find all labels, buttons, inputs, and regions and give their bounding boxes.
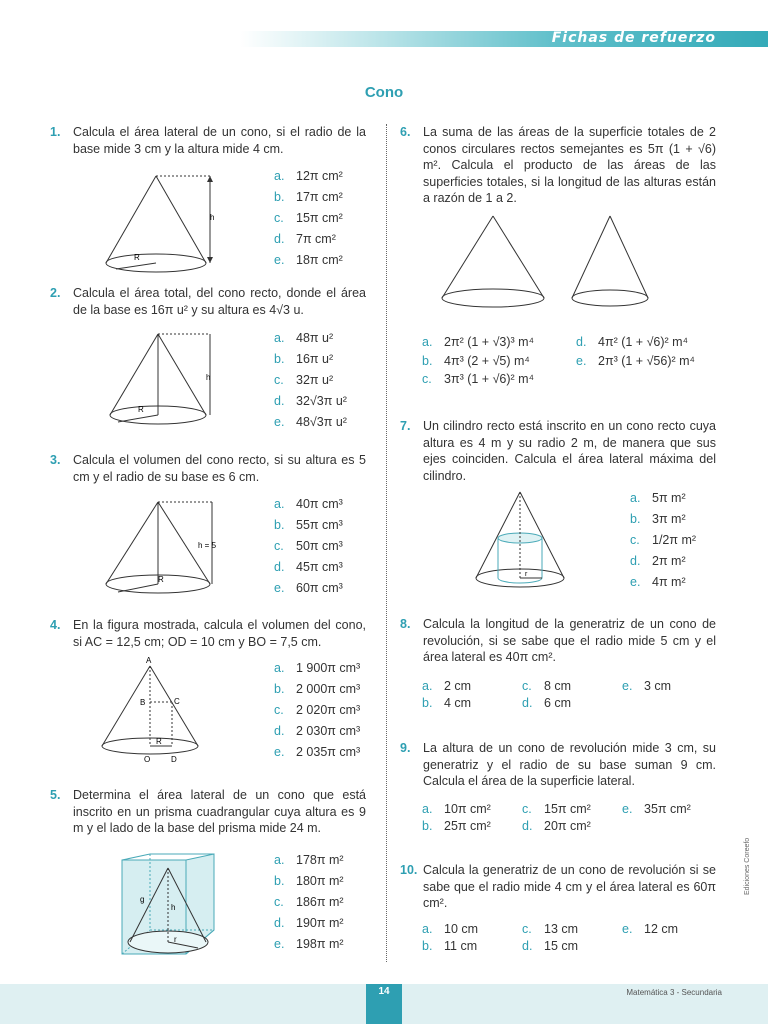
label-r: r [525,571,528,578]
option[interactable]: b. 4π³ (2 + √5) m⁴ [422,352,534,371]
cone-figure-4 [96,654,212,766]
option[interactable]: d. 6 cm [522,696,572,710]
option[interactable]: e. 3 cm [622,679,672,693]
option[interactable]: c. 186π m² [274,892,344,913]
question-text: Un cilindro recto está inscrito en un cono recto cuya altura es 4 m y su radio 2 m, de manera que sus ejes coinciden. Calcula el área lateral máxima del cilindro. [423,419,716,483]
option[interactable]: e. 18π cm² [274,250,343,271]
option-letter: e. [274,937,285,951]
question-text: En la figura mostrada, calcula el volumen del cono, si AC = 12,5 cm; OD = 10 cm y BO = 7,5 cm. [73,618,366,649]
options-10b [522,921,578,955]
options-7 [630,488,696,593]
options-9c [622,801,691,818]
option-letter: a. [274,661,285,675]
option[interactable]: e. 35π cm² [622,802,691,816]
options-8c [622,678,671,695]
publisher-label: Ediciones Coreefo [744,837,751,895]
option[interactable]: c. 15π cm² [522,802,591,816]
option-letter: b. [274,874,285,888]
question-1 [50,124,366,157]
option[interactable]: c. 2 020π cm³ [274,700,360,721]
option-letter: b. [422,696,433,710]
question-text: Calcula el volumen del cono recto, si su altura es 5 cm y el radio de su base es 6 cm. [73,453,366,484]
label-h: h [210,213,215,222]
option[interactable]: c. 50π cm³ [274,536,343,557]
option[interactable]: a. 10 cm [422,922,479,936]
option[interactable]: e. 12 cm [622,922,679,936]
label-g: g [140,895,145,904]
option-letter: b. [630,512,641,526]
option[interactable]: b. 55π cm³ [274,515,343,536]
question-4 [50,617,366,650]
cone-figure-1 [98,168,230,278]
question-text: Calcula la generatriz de un cono de revolución si se sabe que el radio mide 4 cm y el área lateral es 60π cm². [423,863,716,910]
cone-figure-3 [98,496,224,602]
option[interactable]: b. 3π m² [630,509,696,530]
question-number: 10. [400,863,418,877]
option-letter: b. [274,190,285,204]
question-number: 1. [50,125,61,139]
option[interactable]: d. 20π cm² [522,819,591,833]
option-letter: d. [630,554,641,568]
option-letter: d. [274,724,285,738]
option[interactable]: c. 15π cm² [274,208,343,229]
option-letter: a. [422,679,433,693]
column-divider [386,124,387,962]
question-number: 7. [400,419,411,433]
options-8 [422,678,471,712]
option-letter: c. [422,372,432,386]
option-letter: e. [622,922,633,936]
section-title: Fichas de refuerzo [551,30,716,46]
option-letter: c. [274,211,284,225]
book-title: Matemática 3 - Secundaria [626,988,722,997]
option[interactable]: c. 8 cm [522,679,572,693]
option-letter: c. [630,533,640,547]
option-letter: d. [522,939,533,953]
options-6b [576,333,695,370]
option-letter: b. [274,682,285,696]
option[interactable]: b. 2 000π cm³ [274,679,360,700]
question-text: Calcula el área total, del cono recto, donde el área de la base es 16π u² y su altura es 4√3 u. [73,286,366,317]
option-letter: c. [274,539,284,553]
question-text: Calcula la longitud de la generatriz de un cono de revolución, si se sabe que el radio mide 5 cm y el área lateral es 40π cm². [423,617,716,664]
question-text: La altura de un cono de revolución mide 3 cm, su generatriz y el radio de su base suman 9 cm. Calcula el área de la superficie lateral. [423,741,716,788]
page-number: 14 [366,984,402,1024]
label-r: R [134,253,140,262]
option-letter: c. [274,895,284,909]
option[interactable]: e. 4π m² [630,572,696,593]
option[interactable]: b. 16π u² [274,349,347,370]
option[interactable]: d. 7π cm² [274,229,343,250]
question-number: 2. [50,286,61,300]
label-r: R [156,737,162,746]
option-letter: c. [274,373,284,387]
option-letter: c. [522,802,532,816]
option-letter: a. [422,335,433,349]
options-10c [622,921,678,938]
similar-cones-figure [436,210,672,316]
option-letter: e. [274,745,285,759]
option[interactable]: b. 180π m² [274,871,344,892]
options-5 [274,850,344,955]
question-6 [400,124,716,207]
options-3 [274,494,343,599]
options-1 [274,166,343,271]
question-number: 3. [50,453,61,467]
label-r: r [174,935,177,944]
option-letter: d. [274,232,285,246]
option[interactable]: e. 2π³ (1 + √56)² m⁴ [576,352,695,371]
question-7 [400,418,716,484]
option[interactable]: a. 10π cm² [422,802,491,816]
option-letter: a. [274,331,285,345]
option-letter: b. [422,819,433,833]
option[interactable]: e. 60π cm³ [274,578,343,599]
option[interactable]: d. 2 030π cm³ [274,721,360,742]
options-9 [422,801,491,835]
option-letter: d. [274,916,285,930]
label-r: R [138,405,144,414]
option[interactable]: b. 11 cm [422,939,478,953]
option[interactable]: c. 32π u² [274,370,347,391]
option-letter: e. [576,353,587,368]
option-letter: c. [522,679,532,693]
question-5 [50,787,366,837]
option[interactable]: e. 2 035π cm³ [274,742,360,763]
label-h: h [206,373,211,382]
page-title: Cono [364,84,404,101]
option-letter: b. [274,518,285,532]
question-9 [400,740,716,790]
option-letter: e. [274,581,285,595]
option-letter: b. [422,353,433,368]
option-letter: a. [274,169,285,183]
label-h: h [171,903,176,912]
option[interactable]: d. 45π cm³ [274,557,343,578]
option[interactable]: a. 2 cm [422,679,472,693]
label-c: C [174,697,180,706]
option-letter: d. [274,394,285,408]
label-o: O [144,755,151,764]
option-letter: e. [622,802,633,816]
question-8 [400,616,716,666]
prism-cone-figure [118,850,224,962]
options-8b [522,678,571,712]
option[interactable]: d. 15 cm [522,939,579,953]
option-letter: a. [274,853,285,867]
option[interactable]: d. 2π m² [630,551,696,572]
question-text: Calcula el área lateral de un cono, si el radio de la base mide 3 cm y la altura mide 4 cm. [73,125,366,156]
option-letter: a. [422,802,433,816]
options-9b [522,801,591,835]
option-letter: e. [274,253,285,267]
question-text: La suma de las áreas de la superficie totales de 2 conos circulares rectos semejantes es 5π (1 + √6) m². Calcula el producto de las áreas de las superficies totales, si la longitud de las alturas están a razón de 1 a 2. [423,125,716,205]
options-2 [274,328,347,433]
question-3 [50,452,366,485]
option[interactable]: a. 12π cm² [274,166,343,187]
option-letter: a. [422,922,433,936]
label-d: D [171,755,177,764]
option-letter: e. [630,575,641,589]
question-2 [50,285,366,318]
options-6 [422,333,534,389]
option[interactable]: e. 48√3π u² [274,412,347,433]
option-letter: e. [622,679,633,693]
question-number: 4. [50,618,61,632]
option[interactable]: c. 3π³ (1 + √6)² m⁴ [422,370,534,389]
option-letter: e. [274,415,285,429]
question-number: 5. [50,788,61,802]
option-letter: a. [630,491,641,505]
option[interactable]: a. 40π cm³ [274,494,343,515]
option[interactable]: d. 190π m² [274,913,344,934]
cylinder-in-cone-figure [470,488,570,596]
option-letter: b. [422,939,433,953]
option-letter: d. [522,696,533,710]
label-h5: h = 5 [198,541,217,550]
option[interactable]: d. 32√3π u² [274,391,347,412]
option[interactable]: b. 17π cm² [274,187,343,208]
option[interactable]: a. 48π u² [274,328,347,349]
option-letter: d. [576,335,587,349]
option-letter: c. [274,703,284,717]
option[interactable]: a. 1 900π cm³ [274,658,360,679]
label-b: B [140,698,146,707]
options-4 [274,658,360,763]
option-letter: d. [522,819,533,833]
option-letter: a. [274,497,285,511]
question-number: 6. [400,125,411,139]
option[interactable]: b. 4 cm [422,696,472,710]
option[interactable]: e. 198π m² [274,934,344,955]
question-number: 8. [400,617,411,631]
label-a: A [146,656,152,665]
option[interactable]: a. 178π m² [274,850,344,871]
option[interactable]: c. 13 cm [522,922,579,936]
option[interactable]: a. 5π m² [630,488,696,509]
option-letter: b. [274,352,285,366]
option[interactable]: a. 2π² (1 + √3)³ m⁴ [422,333,534,352]
question-number: 9. [400,741,411,755]
option[interactable]: d. 4π² (1 + √6)² m⁴ [576,333,695,352]
option[interactable]: c. 1/2π m² [630,530,696,551]
question-10 [400,862,716,912]
option[interactable]: b. 25π cm² [422,819,491,833]
question-text: Determina el área lateral de un cono que está inscrito en un prisma cuadrangular cuya altura es 9 m y el lado de la base del prisma mide 24 m. [73,788,366,835]
label-r: R [158,575,164,584]
option-letter: d. [274,560,285,574]
option-letter: c. [522,922,532,936]
cone-figure-2 [100,330,220,430]
options-10 [422,921,478,955]
